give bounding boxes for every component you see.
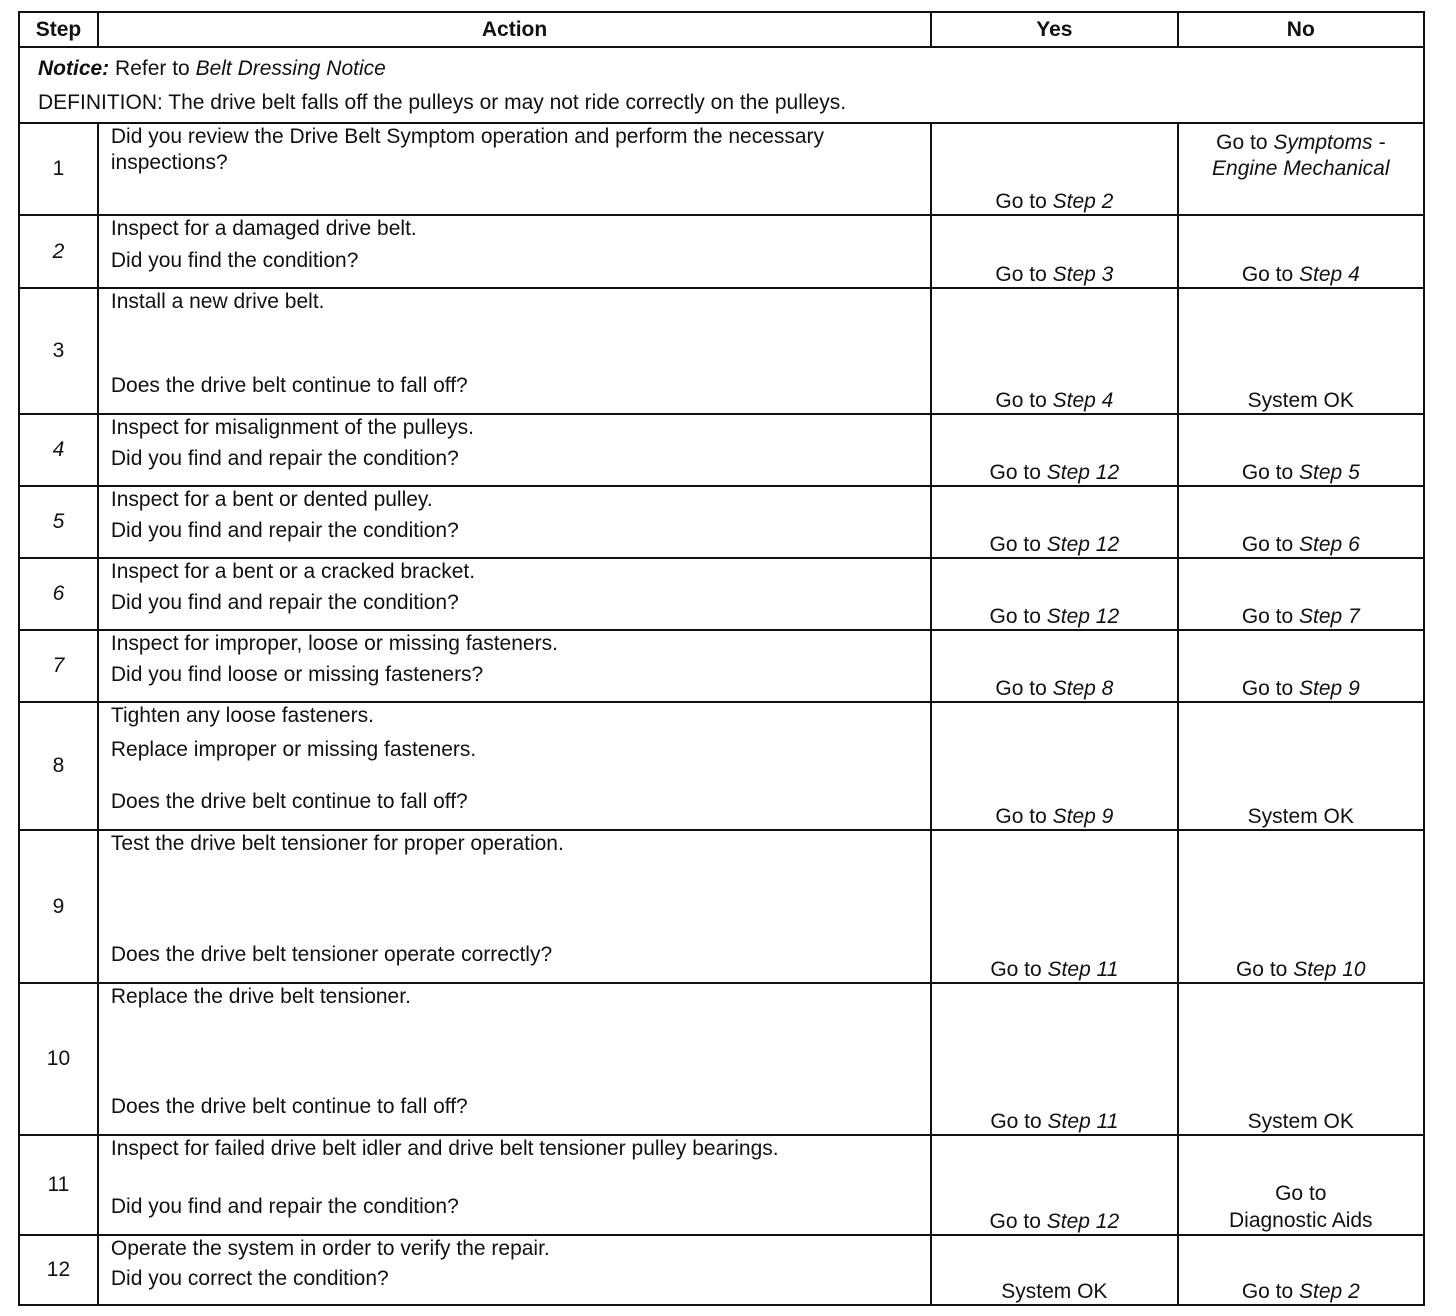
diagnostic-table — [18, 11, 1425, 1306]
action-text: Inspect for improper, loose or missing fasteners. — [110, 632, 558, 655]
yes-link[interactable]: Step 12 — [1046, 461, 1120, 484]
table-row — [19, 983, 1424, 1135]
yes-link[interactable]: Step 12 — [1046, 1210, 1120, 1233]
yes-link[interactable]: Step 8 — [1052, 677, 1114, 700]
action-cell — [98, 486, 931, 558]
table-row — [19, 830, 1424, 983]
action-text: Replace improper or missing fasteners. — [110, 738, 477, 761]
step-number: 4 — [19, 414, 98, 486]
yes-link[interactable]: Step 2 — [1052, 190, 1114, 213]
yes-result[interactable] — [931, 486, 1177, 558]
notice-line — [38, 52, 1405, 86]
no-result[interactable] — [1178, 486, 1424, 558]
table-row — [19, 414, 1424, 486]
action-question: Did you correct the condition? — [110, 1267, 389, 1290]
yes-result[interactable] — [931, 288, 1177, 414]
notice-text: Refer to — [115, 57, 190, 80]
no-prefix: Go to — [1241, 677, 1294, 700]
step-number: 5 — [19, 486, 98, 558]
no-prefix: Go to — [1241, 461, 1294, 484]
step-number: 12 — [19, 1235, 98, 1305]
no-link[interactable]: Step 4 — [1299, 263, 1360, 286]
action-text: Inspect for a bent or dented pulley. — [110, 488, 433, 511]
no-result[interactable] — [1178, 702, 1424, 830]
notice-row — [19, 47, 1424, 123]
yes-prefix: Go to — [990, 1110, 1042, 1133]
table-row — [19, 558, 1424, 630]
action-cell — [98, 1135, 931, 1235]
step-number: 3 — [19, 288, 98, 414]
action-question: Does the drive belt tensioner operate correctly? — [110, 943, 553, 966]
action-cell — [98, 215, 931, 288]
step-number: 9 — [19, 830, 98, 983]
action-text: Install a new drive belt. — [110, 290, 325, 313]
action-question: Did you find the condition? — [110, 249, 359, 272]
no-prefix: Go to — [1235, 958, 1288, 981]
notice-link[interactable]: Belt Dressing Notice — [195, 57, 386, 80]
action-text: Tighten any loose fasteners. — [110, 704, 374, 727]
action-cell — [98, 558, 931, 630]
yes-prefix: Go to — [989, 605, 1041, 628]
step-number: 2 — [19, 215, 98, 288]
yes-result[interactable] — [931, 830, 1177, 983]
no-link[interactable]: Step 5 — [1299, 461, 1360, 484]
yes-prefix: Go to — [995, 263, 1047, 286]
yes-result[interactable] — [931, 558, 1177, 630]
header-step: Step — [19, 12, 98, 47]
action-question: Did you find and repair the condition? — [110, 447, 459, 470]
yes-result[interactable] — [931, 123, 1177, 215]
action-question: Does the drive belt continue to fall off? — [110, 374, 468, 397]
yes-result[interactable] — [931, 983, 1177, 1135]
action-cell — [98, 1235, 931, 1305]
no-result[interactable] — [1178, 288, 1424, 414]
no-result[interactable] — [1178, 558, 1424, 630]
step-number: 7 — [19, 630, 98, 702]
yes-prefix: Go to — [989, 533, 1041, 556]
notice-cell — [19, 47, 1424, 123]
action-question: Does the drive belt continue to fall off? — [110, 1095, 468, 1118]
yes-link[interactable]: Step 11 — [1047, 958, 1119, 981]
action-question: Did you find and repair the condition? — [110, 1195, 459, 1218]
yes-result[interactable] — [931, 1135, 1177, 1235]
action-cell — [98, 983, 931, 1135]
step-number: 6 — [19, 558, 98, 630]
yes-result[interactable] — [931, 414, 1177, 486]
action-question: Did you find loose or missing fasteners? — [110, 663, 484, 686]
no-result[interactable] — [1178, 215, 1424, 288]
table-row — [19, 702, 1424, 830]
yes-prefix: Go to — [989, 1210, 1041, 1233]
action-text: Replace the drive belt tensioner. — [110, 985, 411, 1008]
action-question: Did you find and repair the condition? — [110, 519, 459, 542]
no-text: System OK — [1247, 805, 1354, 828]
no-link[interactable]: Step 2 — [1299, 1280, 1360, 1303]
table-row — [19, 1235, 1424, 1305]
yes-result[interactable] — [931, 630, 1177, 702]
yes-text: System OK — [1001, 1280, 1108, 1303]
yes-link[interactable]: Step 9 — [1052, 805, 1114, 828]
table-row — [19, 215, 1424, 288]
yes-prefix: Go to — [995, 389, 1047, 412]
table-row — [19, 1135, 1424, 1235]
no-result[interactable] — [1178, 1235, 1424, 1305]
table-row — [19, 486, 1424, 558]
step-number: 1 — [19, 123, 98, 215]
no-text: System OK — [1247, 389, 1354, 412]
action-cell — [98, 414, 931, 486]
notice-label: Notice: — [38, 57, 110, 80]
no-result[interactable] — [1178, 983, 1424, 1135]
yes-result[interactable] — [931, 215, 1177, 288]
yes-prefix: Go to — [990, 958, 1042, 981]
action-cell — [98, 630, 931, 702]
header-row — [19, 12, 1424, 47]
yes-link[interactable]: Step 3 — [1052, 263, 1114, 286]
no-link[interactable]: Diagnostic Aids — [1228, 1209, 1373, 1232]
no-link[interactable]: Step 10 — [1293, 958, 1366, 981]
no-result[interactable] — [1178, 830, 1424, 983]
no-link[interactable]: Step 9 — [1299, 677, 1360, 700]
no-result[interactable] — [1178, 414, 1424, 486]
step-number: 11 — [19, 1135, 98, 1235]
yes-result[interactable] — [931, 702, 1177, 830]
definition-line: DEFINITION: The drive belt falls off the pulleys or may not ride correctly on the pulleys. — [38, 91, 847, 114]
header-no: No — [1178, 12, 1424, 47]
no-result[interactable] — [1178, 1135, 1424, 1235]
no-link[interactable]: Symptoms - Engine Mechanical — [1212, 131, 1390, 180]
yes-prefix: Go to — [989, 461, 1041, 484]
no-prefix: Go to — [1241, 1280, 1294, 1303]
action-text: Operate the system in order to verify the repair. — [110, 1237, 550, 1260]
no-prefix: Go to — [1216, 131, 1268, 154]
yes-link[interactable]: Step 4 — [1052, 389, 1114, 412]
header-yes: Yes — [931, 12, 1177, 47]
yes-prefix: Go to — [995, 805, 1047, 828]
yes-link[interactable]: Step 11 — [1047, 1110, 1119, 1133]
action-text: Inspect for a bent or a cracked bracket. — [110, 560, 476, 583]
yes-prefix: Go to — [995, 190, 1047, 213]
yes-link[interactable]: Step 12 — [1046, 533, 1120, 556]
action-cell — [98, 702, 931, 830]
no-prefix: Go to — [1275, 1182, 1327, 1205]
no-prefix: Go to — [1241, 605, 1294, 628]
action-text: Inspect for misalignment of the pulleys. — [110, 416, 474, 439]
header-action: Action — [98, 12, 931, 47]
table-row — [19, 123, 1424, 215]
step-number: 8 — [19, 702, 98, 830]
table-row — [19, 288, 1424, 414]
step-number: 10 — [19, 983, 98, 1135]
action-question: Did you find and repair the condition? — [110, 591, 459, 614]
action-cell — [98, 830, 931, 983]
no-link[interactable]: Step 7 — [1299, 605, 1360, 628]
no-link[interactable]: Step 6 — [1299, 533, 1360, 556]
action-text: Test the drive belt tensioner for proper operation. — [110, 832, 564, 855]
no-prefix: Go to — [1241, 533, 1294, 556]
action-cell — [98, 288, 931, 414]
yes-result[interactable] — [931, 1235, 1177, 1305]
action-text: Did you review the Drive Belt Symptom operation and perform the necessary inspections? — [110, 125, 825, 174]
yes-prefix: Go to — [995, 677, 1047, 700]
action-text: Inspect for failed drive belt idler and drive belt tensioner pulley bearings. — [110, 1137, 779, 1160]
no-prefix: Go to — [1241, 263, 1294, 286]
action-text: Inspect for a damaged drive belt. — [110, 217, 417, 240]
yes-link[interactable]: Step 12 — [1046, 605, 1120, 628]
table-row — [19, 630, 1424, 702]
no-result[interactable] — [1178, 123, 1424, 215]
action-question: Does the drive belt continue to fall off? — [110, 790, 468, 813]
no-result[interactable] — [1178, 630, 1424, 702]
action-cell — [98, 123, 931, 215]
no-text: System OK — [1247, 1110, 1354, 1133]
